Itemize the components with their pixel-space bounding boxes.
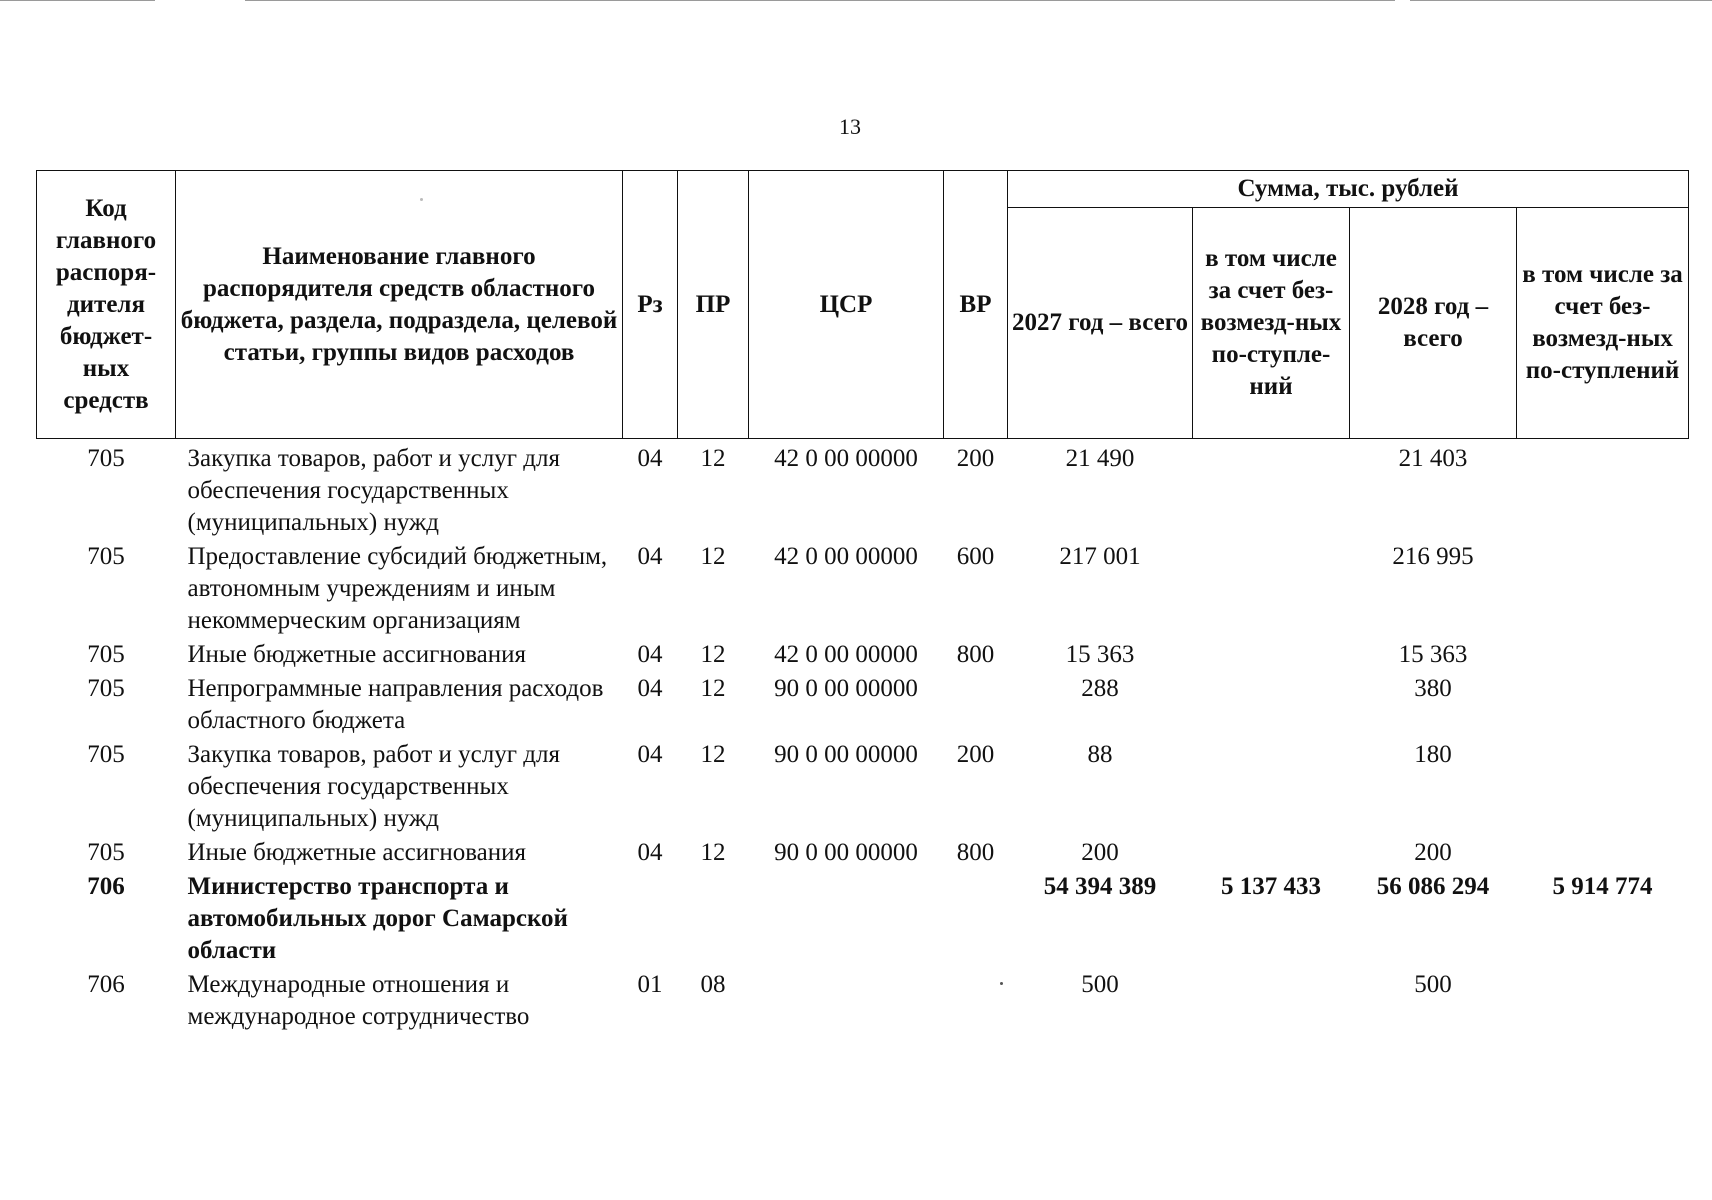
header-name: Наименование главного распорядителя средств областного бюджета, раздела, подраздела, целевой статьи, группы видов расходов bbox=[176, 171, 623, 439]
cell-2027-grants: 5 137 433 bbox=[1221, 873, 1321, 900]
cell-code: 705 bbox=[87, 641, 125, 668]
cell-csr: 90 0 00 00000 bbox=[774, 675, 918, 702]
cell-rz: 04 bbox=[637, 445, 663, 472]
cell-2028-grants: 5 914 774 bbox=[1552, 873, 1653, 900]
cell-2027-total: 288 bbox=[1081, 675, 1119, 702]
cell-name: Непрограммные направления расходов областного бюджета bbox=[187, 675, 604, 734]
table-row bbox=[37, 671, 1689, 737]
cell-2028-total: 21 403 bbox=[1398, 445, 1468, 472]
cell-vr: 200 bbox=[956, 445, 995, 472]
cell-code: 706 bbox=[87, 971, 125, 998]
cell-csr bbox=[749, 967, 944, 1033]
cell-pr: 12 bbox=[700, 675, 726, 702]
cell-2027-total: 200 bbox=[1081, 839, 1119, 866]
cell-name: Иные бюджетные ассигнования bbox=[187, 839, 527, 866]
cell-rz: 04 bbox=[637, 675, 663, 702]
header-2027-total: 2027 год – всего bbox=[1008, 208, 1193, 439]
cell-pr bbox=[678, 869, 749, 967]
table-row bbox=[37, 539, 1689, 637]
cell-2028-grants bbox=[1517, 439, 1689, 540]
cell-2027-grants bbox=[1193, 671, 1350, 737]
cell-vr: 800 bbox=[956, 839, 995, 866]
cell-csr: 90 0 00 00000 bbox=[774, 839, 918, 866]
cell-vr: 800 bbox=[956, 641, 995, 668]
cell-pr: 08 bbox=[700, 971, 726, 998]
cell-csr bbox=[749, 869, 944, 967]
scan-edge-line bbox=[245, 0, 1395, 1]
cell-pr: 12 bbox=[700, 445, 726, 472]
cell-rz: 04 bbox=[637, 543, 663, 570]
cell-rz: 04 bbox=[637, 839, 663, 866]
cell-code: 705 bbox=[87, 543, 125, 570]
cell-rz: 04 bbox=[637, 641, 663, 668]
cell-2028-grants bbox=[1517, 637, 1689, 671]
scan-speck bbox=[1000, 982, 1003, 985]
cell-csr: 90 0 00 00000 bbox=[774, 741, 918, 768]
table-row bbox=[37, 637, 1689, 671]
cell-vr bbox=[944, 671, 1008, 737]
cell-2028-grants bbox=[1517, 737, 1689, 835]
cell-name: Предоставление субсидий бюджетным, автономным учреждениям и иным некоммерческим организациям bbox=[187, 543, 608, 634]
cell-name: Международные отношения и международное сотрудничество bbox=[187, 971, 530, 1030]
scan-speck bbox=[420, 198, 423, 201]
cell-2027-grants bbox=[1193, 737, 1350, 835]
scan-edge-line bbox=[1410, 0, 1712, 1]
cell-csr: 42 0 00 00000 bbox=[774, 445, 918, 472]
cell-2028-total: 200 bbox=[1414, 839, 1452, 866]
cell-pr: 12 bbox=[700, 641, 726, 668]
header-rz: Рз bbox=[623, 171, 678, 439]
cell-name: Закупка товаров, работ и услуг для обеспечения государственных (муниципальных) нужд bbox=[187, 741, 560, 832]
cell-pr: 12 bbox=[700, 543, 726, 570]
cell-2028-grants bbox=[1517, 967, 1689, 1033]
header-vr: ВР bbox=[944, 171, 1008, 439]
cell-rz: 01 bbox=[637, 971, 663, 998]
cell-2027-total: 21 490 bbox=[1065, 445, 1135, 472]
header-2028-total: 2028 год – всего bbox=[1350, 208, 1517, 439]
cell-2027-total: 217 001 bbox=[1059, 543, 1141, 570]
cell-name: Министерство транспорта и автомобильных дорог Самарской области bbox=[187, 873, 568, 964]
cell-2028-total: 15 363 bbox=[1398, 641, 1468, 668]
cell-name: Закупка товаров, работ и услуг для обеспечения государственных (муниципальных) нужд bbox=[187, 445, 560, 536]
cell-2027-grants bbox=[1193, 835, 1350, 869]
scan-edge-line bbox=[0, 0, 155, 1]
cell-2028-grants bbox=[1517, 671, 1689, 737]
cell-vr bbox=[944, 869, 1008, 967]
cell-code: 705 bbox=[87, 741, 125, 768]
cell-2027-total: 54 394 389 bbox=[1043, 873, 1157, 900]
cell-2027-total: 88 bbox=[1087, 741, 1113, 768]
cell-code: 705 bbox=[87, 839, 125, 866]
cell-rz: 04 bbox=[637, 741, 663, 768]
cell-csr: 42 0 00 00000 bbox=[774, 641, 918, 668]
cell-vr bbox=[944, 967, 1008, 1033]
cell-code: 705 bbox=[87, 675, 125, 702]
cell-2027-grants bbox=[1193, 637, 1350, 671]
table-body bbox=[37, 439, 1689, 1034]
cell-csr: 42 0 00 00000 bbox=[774, 543, 918, 570]
table-row bbox=[37, 835, 1689, 869]
table-row-ministry bbox=[37, 869, 1689, 967]
page-number: 13 bbox=[839, 114, 861, 139]
cell-code: 706 bbox=[87, 873, 125, 900]
cell-rz bbox=[623, 869, 678, 967]
cell-pr: 12 bbox=[700, 741, 726, 768]
cell-2028-total: 180 bbox=[1414, 741, 1452, 768]
cell-2027-total: 500 bbox=[1081, 971, 1119, 998]
cell-pr: 12 bbox=[700, 839, 726, 866]
cell-2027-grants bbox=[1193, 439, 1350, 540]
header-sum-group: Сумма, тыс. рублей bbox=[1008, 171, 1689, 208]
cell-vr: 200 bbox=[956, 741, 995, 768]
cell-vr: 600 bbox=[956, 543, 995, 570]
header-2028-grants: в том числе за счет без-возмезд-ных по-ступлений bbox=[1517, 208, 1689, 439]
cell-2028-total: 56 086 294 bbox=[1376, 873, 1490, 900]
cell-2028-total: 500 bbox=[1414, 971, 1452, 998]
cell-2027-grants bbox=[1193, 967, 1350, 1033]
cell-2027-grants bbox=[1193, 539, 1350, 637]
table-row bbox=[37, 439, 1689, 540]
cell-2027-total: 15 363 bbox=[1065, 641, 1135, 668]
header-csr: ЦСР bbox=[749, 171, 944, 439]
table-header bbox=[37, 171, 1689, 439]
cell-name: Иные бюджетные ассигнования bbox=[187, 641, 527, 668]
header-code: Код главного распоря-дителя бюджет-ных средств bbox=[37, 171, 176, 439]
cell-2028-grants bbox=[1517, 835, 1689, 869]
cell-2028-total: 216 995 bbox=[1392, 543, 1474, 570]
budget-table bbox=[36, 170, 1689, 1033]
table-row bbox=[37, 967, 1689, 1033]
cell-code: 705 bbox=[87, 445, 125, 472]
cell-2028-total: 380 bbox=[1414, 675, 1452, 702]
cell-2028-grants bbox=[1517, 539, 1689, 637]
header-2027-grants: в том числе за счет без-возмезд-ных по-ступле-ний bbox=[1193, 208, 1350, 439]
header-pr: ПР bbox=[678, 171, 749, 439]
table-row bbox=[37, 737, 1689, 835]
